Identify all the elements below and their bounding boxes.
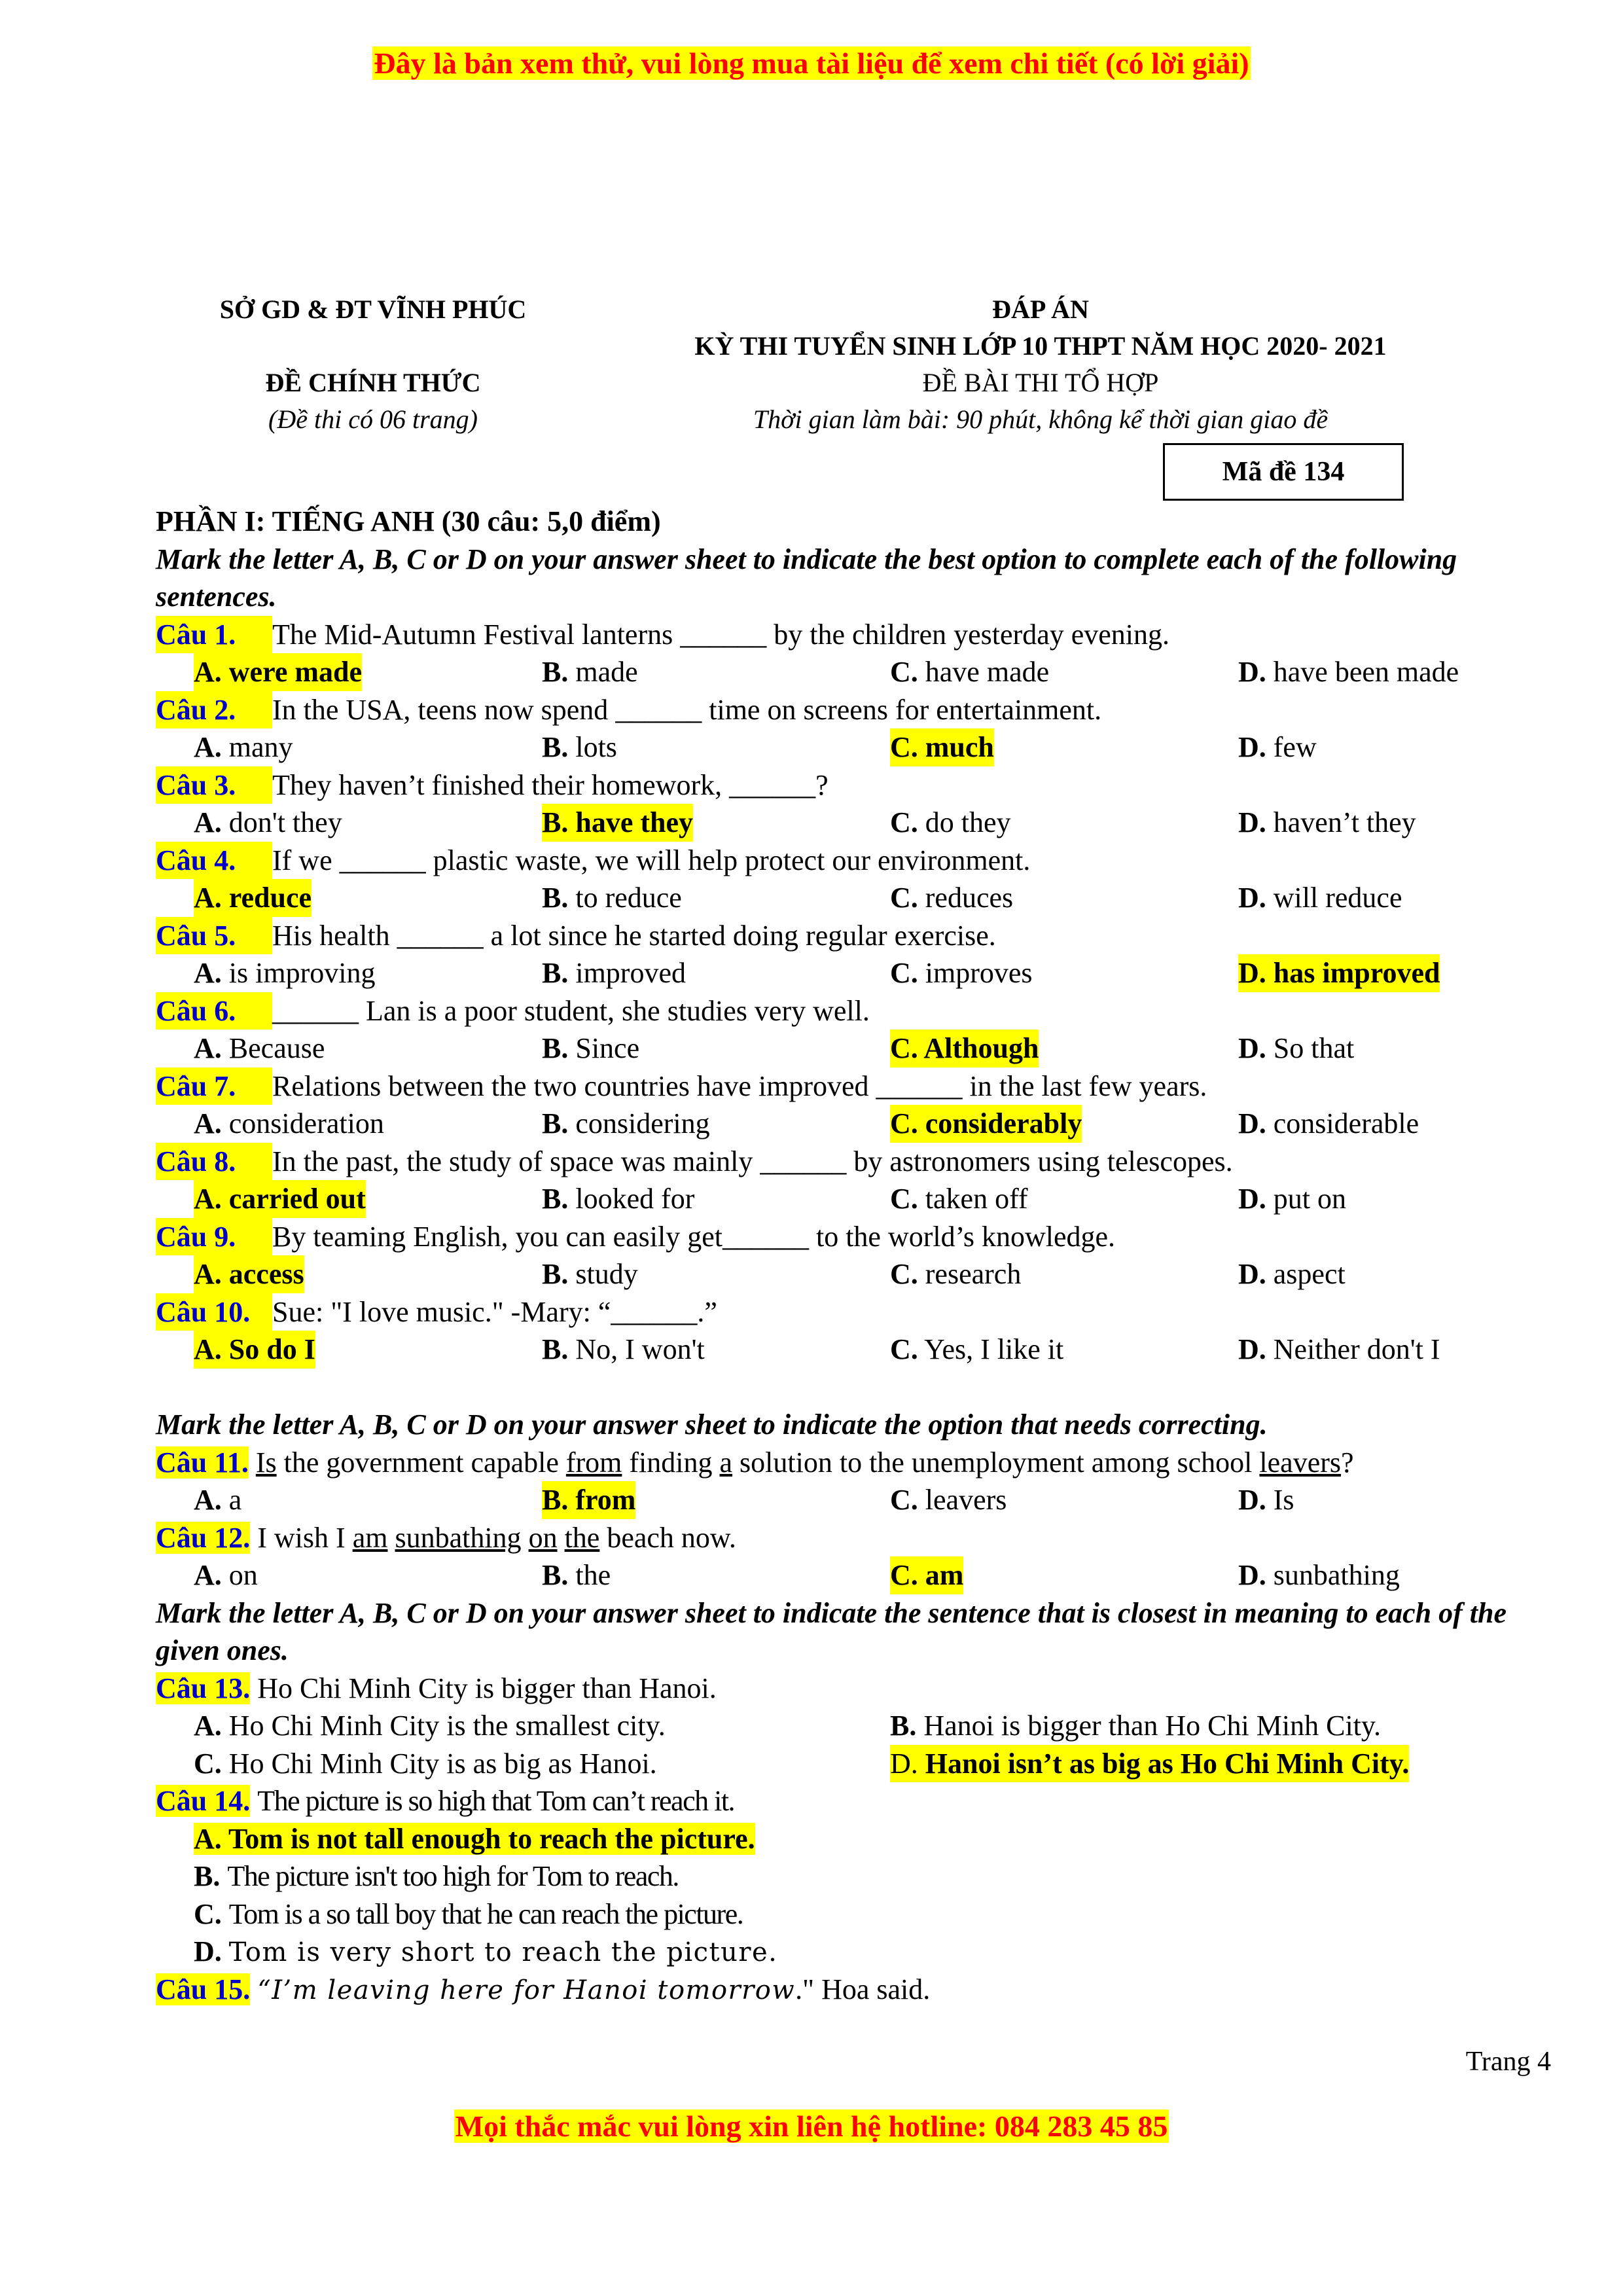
question-number: Câu 12. [156,1521,251,1554]
option-b-correct[interactable]: B. from [542,1481,635,1519]
option-b[interactable]: B. the [542,1559,611,1591]
option-b-correct[interactable]: B. have they [542,804,693,842]
option-d[interactable]: D. So that [1238,1032,1355,1064]
question-number: Câu 11. [156,1446,249,1479]
option-d-correct[interactable]: D. Hanoi isn’t as big as Ho Chi Minh City. [890,1745,1409,1783]
question-number: Câu 4. [156,842,272,880]
preview-banner: Đây là bản xem thử, vui lòng mua tài liệu để xem chi tiết (có lời giải) [374,46,1249,80]
option-b[interactable]: B. study [542,1258,638,1290]
option-a[interactable]: A. on [194,1559,258,1591]
answer-options [156,1255,1543,1293]
option-c[interactable]: C. improves [890,957,1033,989]
question-number: Câu 13. [156,1672,251,1704]
option-c[interactable]: C. Tom is a so tall boy that he can reach the picture. [194,1897,743,1930]
exam-title: KỲ THI TUYỂN SINH LỚP 10 THPT NĂM HỌC 2020- 2021 [694,331,1387,361]
question-10 [156,1293,1543,1331]
exam-code-box: Mã đề 134 [1163,443,1404,501]
option-a-correct[interactable]: A. Tom is not tall enough to reach the picture. [194,1822,755,1855]
option-a-correct[interactable]: A. access [194,1255,304,1293]
department-name: SỞ GD & ĐT VĨNH PHÚC [219,295,527,324]
option-d[interactable]: D. considerable [1238,1107,1419,1139]
option-b[interactable]: B. lots [542,731,617,763]
answer-options [156,954,1543,992]
question-text: The Mid-Autumn Festival lanterns ______ by the children yesterday evening. [272,618,1170,651]
instruction-1: Mark the letter A, B, C or D on your answer sheet to indicate the best option to complete each of the following sentences. [156,543,1457,613]
question-11: Câu 11. Is the government capable from finding a solution to the unemployment among school leavers? [156,1446,1354,1479]
answer-options [156,1707,1543,1745]
question-number: Câu 5. [156,917,272,955]
option-d[interactable]: D. few [1238,731,1317,763]
instruction-2: Mark the letter A, B, C or D on your answer sheet to indicate the option that needs correcting. [156,1408,1268,1441]
option-c[interactable]: C. Yes, I like it [890,1333,1064,1365]
option-c[interactable]: C. leavers [890,1484,1007,1516]
option-b[interactable]: B. Hanoi is bigger than Ho Chi Minh City. [890,1710,1382,1742]
answer-options [156,1105,1543,1143]
header-right [589,291,1492,438]
question-14: Câu 14. The picture is so high that Tom can’t reach it. [156,1785,735,1817]
question-number: Câu 15. [156,1973,251,2005]
option-b[interactable]: B. considering [542,1107,710,1139]
question-13: Câu 13. Ho Chi Minh City is bigger than Hanoi. [156,1672,717,1704]
answer-options [156,1745,1543,1783]
answer-options [156,1556,1543,1594]
question-text: His health ______ a lot since he started doing regular exercise. [272,919,996,952]
question-number: Câu 9. [156,1218,272,1256]
option-d[interactable]: D. Neither don't I [1238,1333,1440,1365]
header-left [157,291,589,438]
option-a[interactable]: A. don't they [194,806,342,838]
option-b[interactable]: B. looked for [542,1183,695,1215]
pages-note: (Đề thi có 06 trang) [268,404,478,434]
option-d[interactable]: D. Is [1238,1484,1294,1516]
option-b[interactable]: B. The picture isn't too high for Tom to reach. [194,1860,679,1892]
answer-options [156,1331,1543,1369]
question-text: In the past, the study of space was mainly ______ by astronomers using telescopes. [272,1145,1233,1177]
question-text: In the USA, teens now spend ______ time on screens for entertainment. [272,693,1102,726]
option-c[interactable]: C. Ho Chi Minh City is as big as Hanoi. [194,1747,657,1780]
option-a-correct[interactable]: A. So do I [194,1331,315,1369]
option-a-correct[interactable]: A. carried out [194,1180,366,1218]
option-a[interactable]: A. many [194,731,293,763]
option-c-correct[interactable]: C. Although [890,1030,1039,1067]
question-15: Câu 15. “I’m leaving here for Hanoi tomorrow." Hoa said. [156,1973,931,2005]
answer-options [156,879,1543,917]
option-b[interactable]: B. Since [542,1032,640,1064]
option-b[interactable]: B. made [542,656,638,688]
question-number: Câu 2. [156,691,272,729]
question-6 [156,992,1543,1030]
option-d[interactable]: D. will reduce [1238,882,1402,914]
question-number: Câu 3. [156,766,272,804]
answer-options [156,1481,1543,1519]
option-a[interactable]: A. Ho Chi Minh City is the smallest city. [194,1710,666,1742]
question-1 [156,616,1543,654]
time-note: Thời gian làm bài: 90 phút, không kể thời gian giao đề [753,404,1329,434]
answer-options [156,728,1543,766]
option-b[interactable]: B. No, I won't [542,1333,705,1365]
question-number: Câu 1. [156,616,272,654]
option-c[interactable]: C. do they [890,806,1011,838]
question-text: They haven’t finished their homework, ______? [272,768,829,801]
option-c-correct[interactable]: C. am [890,1556,963,1594]
option-d[interactable]: D. sunbathing [1238,1559,1400,1591]
option-a[interactable]: A. consideration [194,1107,384,1139]
option-d[interactable]: D. Tom is very short to reach the picture. [194,1935,778,1967]
option-b[interactable]: B. improved [542,957,686,989]
question-text: Sue: "I love music." -Mary: “______.” [272,1295,717,1328]
subject-title: ĐỀ BÀI THI TỔ HỢP [922,368,1159,397]
question-7 [156,1067,1543,1105]
question-12: Câu 12. I wish I am sunbathing on the beach now. [156,1521,736,1554]
question-text: If we ______ plastic waste, we will help protect our environment. [272,844,1031,876]
option-d[interactable]: D. haven’t they [1238,806,1416,838]
hotline-banner: Mọi thắc mắc vui lòng xin liên hệ hotline: 084 283 45 85 [455,2109,1168,2143]
option-d[interactable]: D. have been made [1238,656,1459,688]
option-d[interactable]: D. aspect [1238,1258,1346,1290]
question-list [156,616,1543,1369]
option-c[interactable]: C. taken off [890,1183,1028,1215]
option-a[interactable]: A. a [194,1484,242,1516]
option-c[interactable]: C. research [890,1258,1022,1290]
question-3 [156,766,1543,804]
option-a[interactable]: A. Because [194,1032,325,1064]
option-a-correct[interactable]: A. were made [194,653,362,691]
option-c-correct[interactable]: C. much [890,728,994,766]
answer-options [156,1180,1543,1218]
option-a[interactable]: A. is improving [194,957,376,989]
question-number: Câu 10. [156,1293,272,1331]
answer-options [156,804,1543,842]
answer-options [156,1030,1543,1067]
question-2 [156,691,1543,729]
question-5 [156,917,1543,955]
question-8 [156,1143,1543,1181]
answer-key-title: ĐÁP ÁN [992,295,1089,324]
question-text: ______ Lan is a poor student, she studies very well. [272,994,870,1027]
option-d-correct[interactable]: D. has improved [1238,954,1440,992]
option-c[interactable]: C. reduces [890,882,1014,914]
question-number: Câu 6. [156,992,272,1030]
option-c[interactable]: C. have made [890,656,1050,688]
question-number: Câu 7. [156,1067,272,1105]
option-b[interactable]: B. to reduce [542,882,682,914]
exam-content [156,503,1543,2008]
question-number: Câu 8. [156,1143,272,1181]
option-c-correct[interactable]: C. considerably [890,1105,1082,1143]
page-number: Trang 4 [1465,2047,1551,2077]
question-number: Câu 14. [156,1785,251,1817]
option-d[interactable]: D. put on [1238,1183,1347,1215]
answer-options [156,653,1543,691]
official-label: ĐỀ CHÍNH THỨC [265,368,481,397]
question-text: By teaming English, you can easily get______ to the world’s knowledge. [272,1220,1116,1253]
question-4 [156,842,1543,880]
question-9 [156,1218,1543,1256]
section-title: PHẦN I: TIẾNG ANH (30 câu: 5,0 điểm) [156,505,661,537]
option-a-correct[interactable]: A. reduce [194,879,312,917]
instruction-3: Mark the letter A, B, C or D on your answer sheet to indicate the sentence that is closest in meaning to each of the given ones. [156,1596,1507,1666]
question-text: Relations between the two countries have improved ______ in the last few years. [272,1069,1207,1102]
